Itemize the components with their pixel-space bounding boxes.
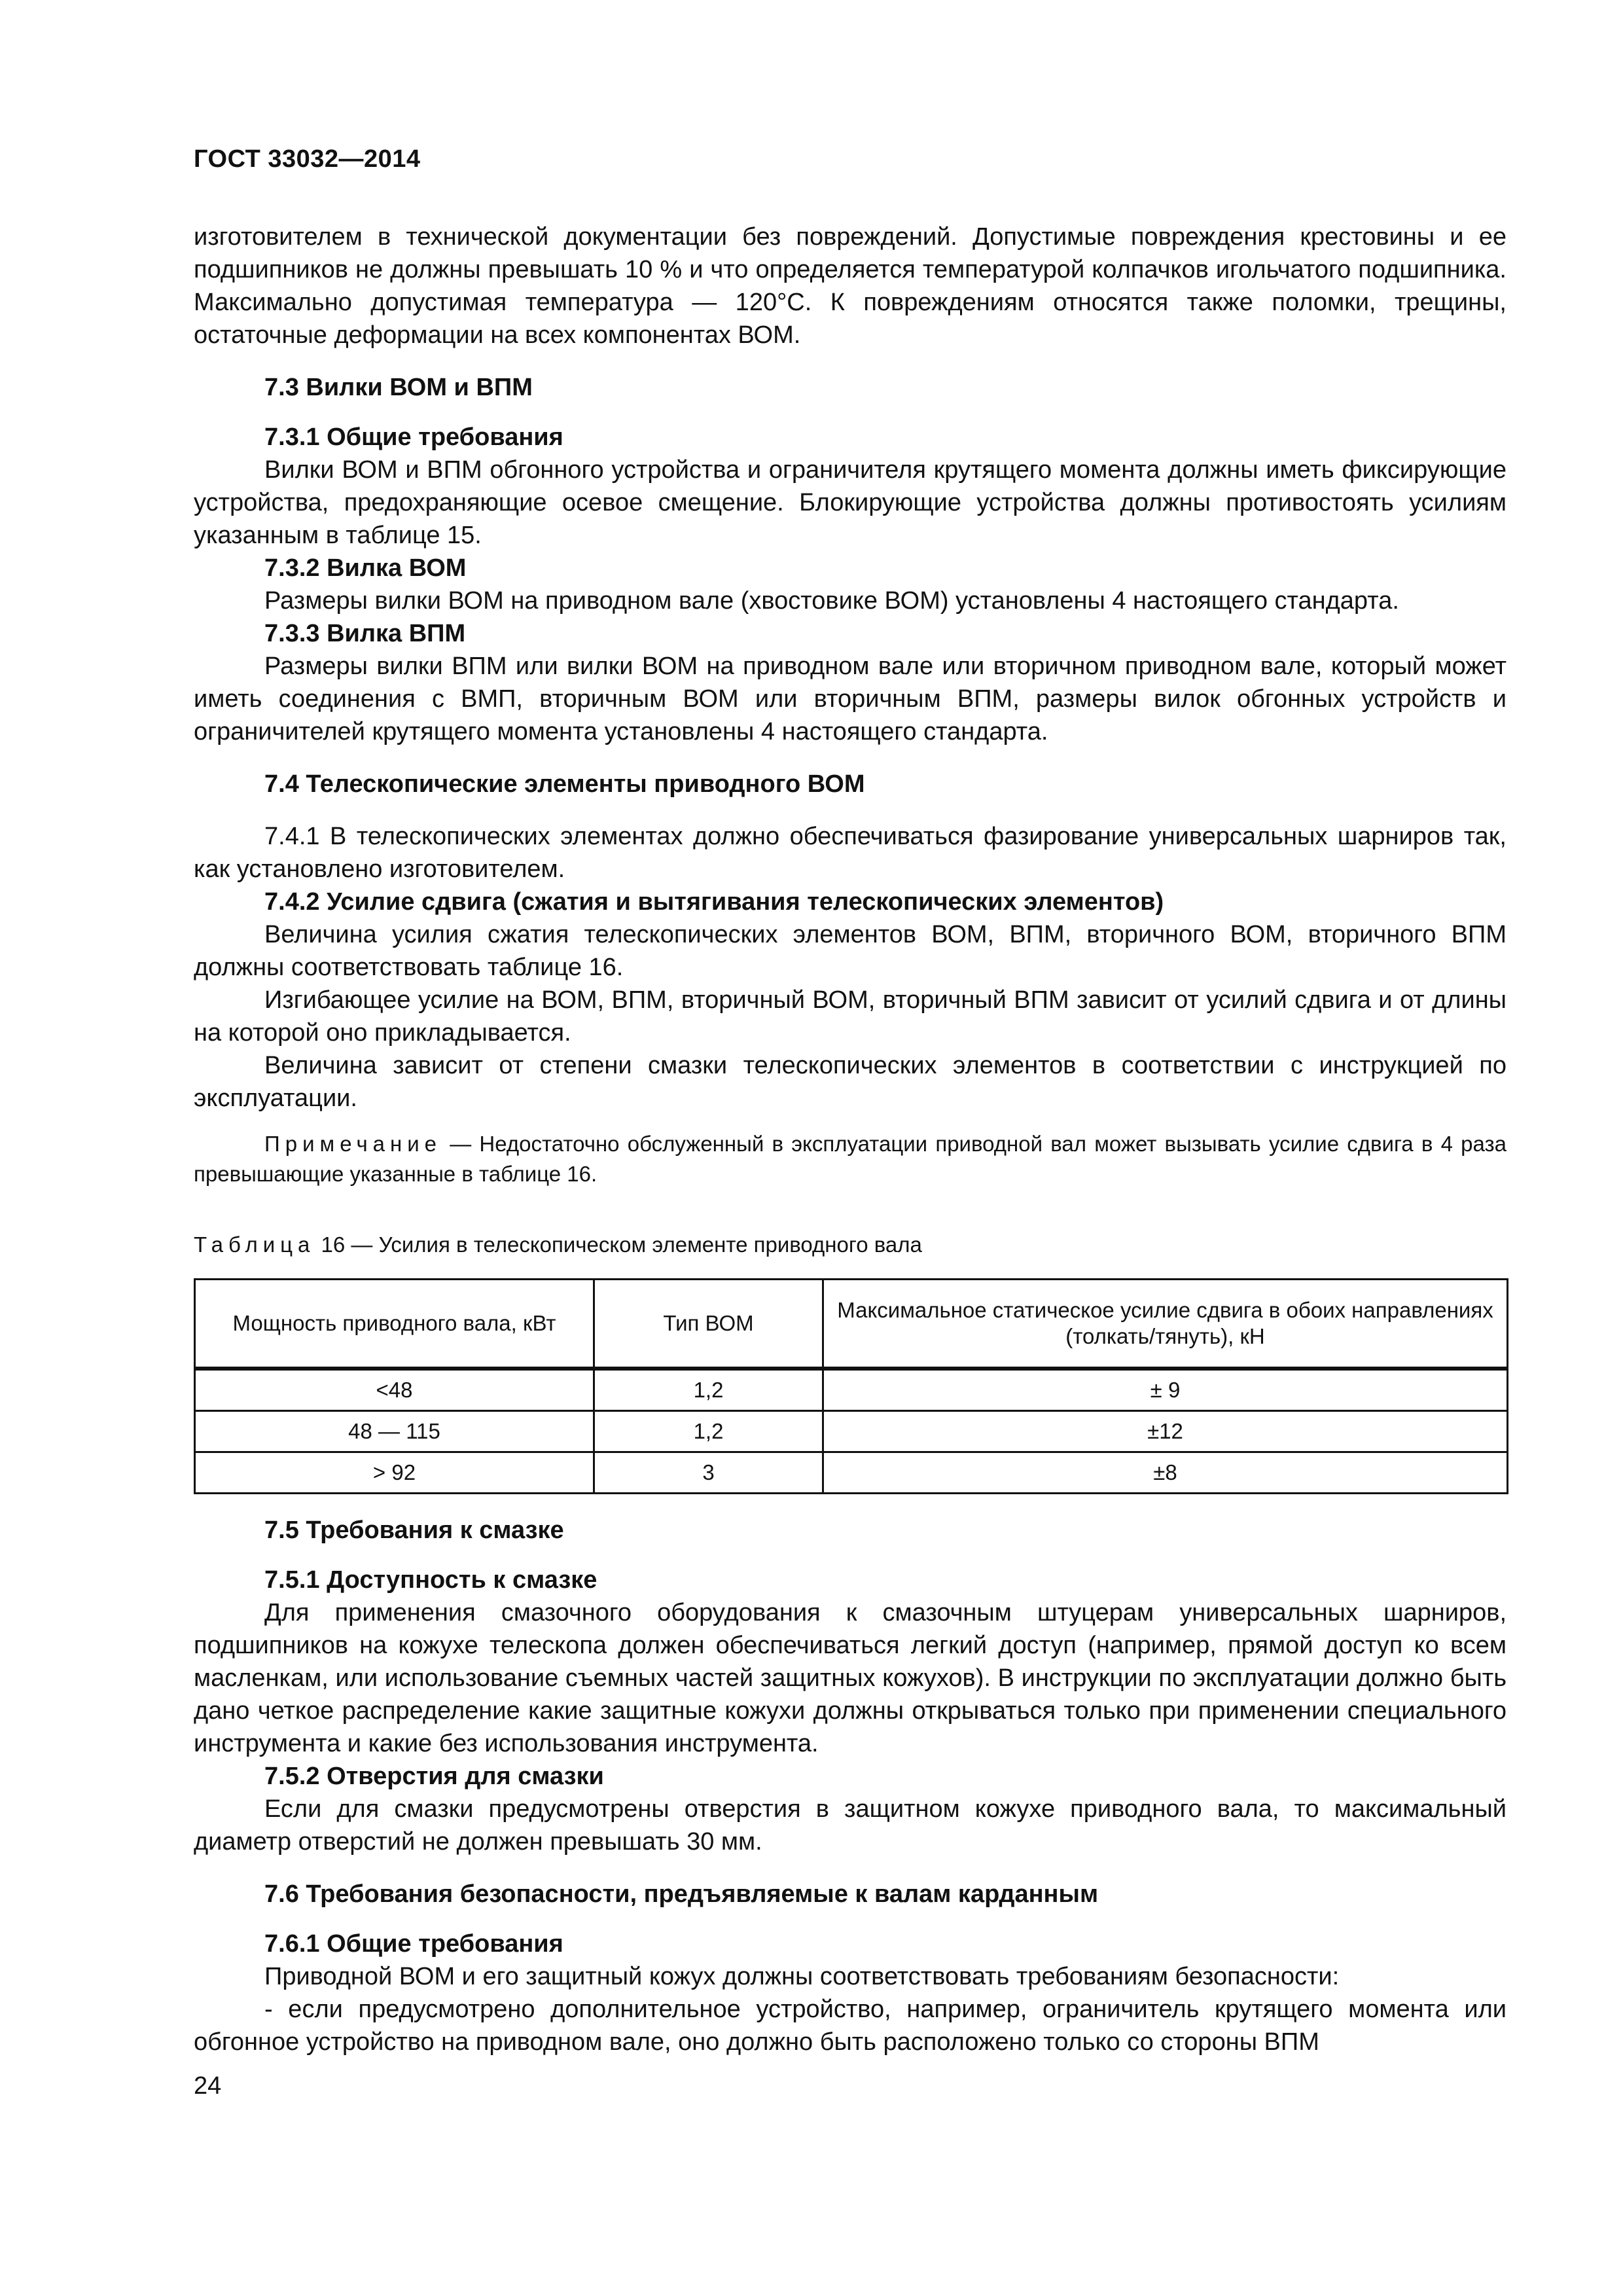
- section-heading-7-3: 7.3 Вилки ВОМ и ВПМ: [264, 374, 533, 401]
- section-heading-7-4-2: 7.4.2 Усилие сдвига (сжатия и вытягивания телескопических элементов): [264, 888, 1164, 916]
- table-caption: [194, 1230, 1507, 1260]
- note: [194, 1129, 1507, 1189]
- note-text: — Недостаточно обслуженный в эксплуатации приводной вал может вызывать усилие сдвига в 4 раза превышающие указанные в таблице 16.: [194, 1132, 1507, 1186]
- document-body: [194, 221, 1507, 2058]
- table-cell: ± 9: [823, 1369, 1508, 1411]
- paragraph-7-5-2: Если для смазки предусмотрены отверстия в защитном кожухе приводного вала, то максимальный диаметр отверстий не должен превышать 30 мм.: [194, 1795, 1507, 1856]
- section-heading-7-6: 7.6 Требования безопасности, предъявляемые к валам карданным: [264, 1880, 1099, 1908]
- section-heading-7-6-1: 7.6.1 Общие требования: [264, 1930, 563, 1958]
- paragraph-7-6-1-b: - если предусмотрено дополнительное устройство, например, ограничитель крутящего момента или обгонное устройство на приводном вале, оно должно быть расположено только со стороны ВПМ: [194, 1996, 1507, 2056]
- table-cell: <48: [195, 1369, 594, 1411]
- section-heading-7-5: 7.5 Требования к смазке: [264, 1516, 564, 1544]
- document-header: ГОСТ 33032—2014: [194, 145, 421, 173]
- table-cell: ±8: [823, 1452, 1508, 1494]
- table-row: [195, 1452, 1508, 1494]
- paragraph-7-3-2: Размеры вилки ВОМ на приводном вале (хвостовике ВОМ) установлены 4 настоящего стандарта.: [264, 587, 1399, 615]
- paragraph-7-5-1: Для применения смазочного оборудования к смазочным штуцерам универсальных шарниров, подшипников на кожухе телескопа должен обеспечиваться легкий доступ (например, прямой доступ ко всем масленкам, или использование съемных частей защитных кожухов). В инструкции по эксплуатации должно быть дано четкое распределение какие защитные кожухи должны открываться только при применении специального инструмента и какие без использования инструмента.: [194, 1599, 1507, 1757]
- table-16: [194, 1278, 1508, 1494]
- table-cell: ±12: [823, 1411, 1508, 1452]
- table-caption-text: 16 — Усилия в телескопическом элементе приводного вала: [315, 1232, 922, 1257]
- section-heading-7-5-2: 7.5.2 Отверстия для смазки: [264, 1763, 604, 1790]
- table-header-cell: Мощность приводного вала, кВт: [195, 1280, 594, 1369]
- intro-paragraph: изготовителем в технической документации без повреждений. Допустимые повреждения крестовины и ее подшипников не должны превышать 10 % и что определяется температурой колпачков игольчатого подшипника. Максимально допустимая температура — 120°С. К повреждениям относятся также поломки, трещины, остаточные деформации на всех компонентах ВОМ.: [194, 223, 1507, 349]
- table-header-cell: Максимальное статическое усилие сдвига в обоих направлениях (толкать/тянуть), кН: [823, 1280, 1508, 1369]
- table-header-cell: Тип ВОМ: [594, 1280, 823, 1369]
- section-heading-7-3-1: 7.3.1 Общие требования: [264, 423, 563, 451]
- section-heading-7-3-2: 7.3.2 Вилка ВОМ: [264, 554, 467, 582]
- table-cell: > 92: [195, 1452, 594, 1494]
- paragraph-7-3-1: Вилки ВОМ и ВПМ обгонного устройства и ограничителя крутящего момента должны иметь фиксирующие устройства, предохраняющие осевое смещение. Блокирующие устройства должны противостоять усилиям указанным в таблице 15.: [194, 456, 1507, 549]
- paragraph-7-4-2-a: Величина усилия сжатия телескопических элементов ВОМ, ВПМ, вторичного ВОМ, вторичного ВПМ должны соответствовать таблице 16.: [194, 921, 1507, 981]
- table-row: [195, 1369, 1508, 1411]
- section-heading-7-3-3: 7.3.3 Вилка ВПМ: [264, 620, 466, 647]
- paragraph-7-4-2-b: Изгибающее усилие на ВОМ, ВПМ, вторичный ВОМ, вторичный ВПМ зависит от усилий сдвига и от длины на которой оно прикладывается.: [194, 986, 1507, 1047]
- table-cell: 48 — 115: [195, 1411, 594, 1452]
- table-cell: 1,2: [594, 1411, 823, 1452]
- paragraph-7-3-3: Размеры вилки ВПМ или вилки ВОМ на приводном вале или вторичном приводном вале, который может иметь соединения с ВМП, вторичным ВОМ или вторичным ВПМ, размеры вилок обгонных устройств и ограничителей крутящего момента установлены 4 настоящего стандарта.: [194, 653, 1507, 745]
- paragraph-7-4-1: 7.4.1 В телескопических элементах должно обеспечиваться фазирование универсальных шарниров так, как установлено изготовителем.: [194, 823, 1507, 883]
- section-heading-7-4: 7.4 Телескопические элементы приводного ВОМ: [264, 770, 865, 798]
- paragraph-7-6-1-a: Приводной ВОМ и его защитный кожух должны соответствовать требованиям безопасности:: [264, 1963, 1340, 1990]
- table-caption-label: Таблица: [194, 1232, 315, 1257]
- page-number: 24: [194, 2072, 222, 2100]
- table-header-row: [195, 1280, 1508, 1369]
- note-label: Примечание: [264, 1132, 442, 1156]
- table-row: [195, 1411, 1508, 1452]
- paragraph-7-4-2-c: Величина зависит от степени смазки телескопических элементов в соответствии с инструкцией по эксплуатации.: [194, 1052, 1507, 1112]
- section-heading-7-5-1: 7.5.1 Доступность к смазке: [264, 1566, 597, 1594]
- table-cell: 1,2: [594, 1369, 823, 1411]
- table-cell: 3: [594, 1452, 823, 1494]
